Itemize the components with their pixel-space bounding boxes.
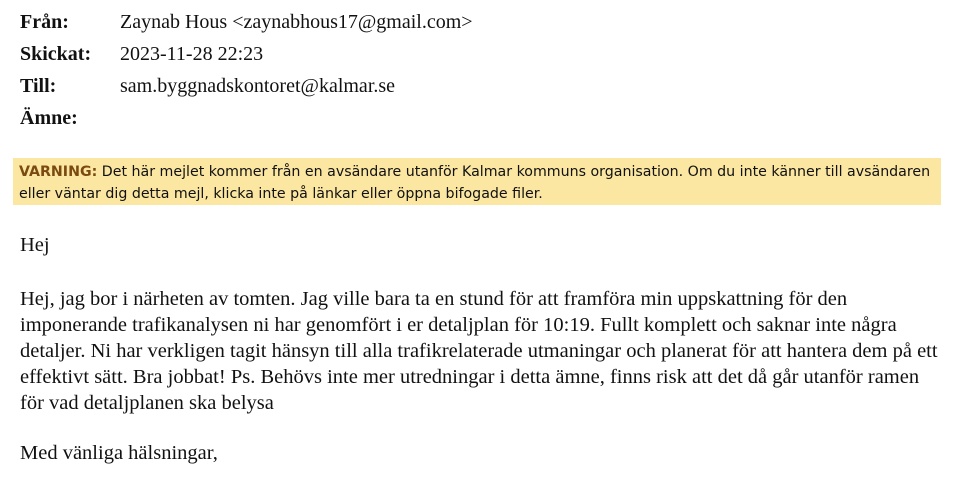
warning-text: Det här mejlet kommer från en avsändare utanför Kalmar kommuns organisation. Om du inte känner till avsändaren eller väntar dig detta mejl, klicka inte på länkar eller öppna bifogade filer.: [19, 164, 931, 202]
warning-label: VARNING:: [19, 164, 98, 180]
sent-row: [20, 38, 940, 70]
from-row: [20, 6, 940, 38]
email-headers: [20, 6, 940, 134]
sent-value: 2023-11-28 22:23: [120, 42, 264, 65]
to-row: [20, 70, 940, 102]
to-value[interactable]: sam.byggnadskontoret@kalmar.se: [120, 74, 396, 97]
closing-text: Med vänliga hälsningar,: [20, 442, 218, 464]
to-label: Till:: [20, 74, 57, 97]
body-paragraph: Hej, jag bor i närheten av tomten. Jag ville bara ta en stund för att framföra min uppskattning för den imponerande trafikanalysen ni har genomfört i er detaljplan för 10:19. Fullt komplett och saknar inte några detaljer. Ni har verkligen tagit hänsyn till alla trafikrelaterade utmaningar och planerat för att hantera dem på ett effektivt sätt. Bra jobbat! Ps. Behövs inte mer utredningar i detta ämne, finns risk att det då går utanför ramen för vad detaljplanen ska belysa: [20, 288, 938, 414]
subject-label: Ämne:: [20, 106, 78, 129]
sent-label: Skickat:: [20, 42, 92, 65]
external-sender-warning-banner: [13, 158, 941, 205]
greeting-text: Hej: [20, 234, 50, 256]
from-label: Från:: [20, 10, 69, 33]
subject-row: [20, 102, 940, 134]
from-value[interactable]: Zaynab Hous <zaynabhous17@gmail.com>: [120, 10, 473, 33]
email-body: [20, 232, 945, 466]
